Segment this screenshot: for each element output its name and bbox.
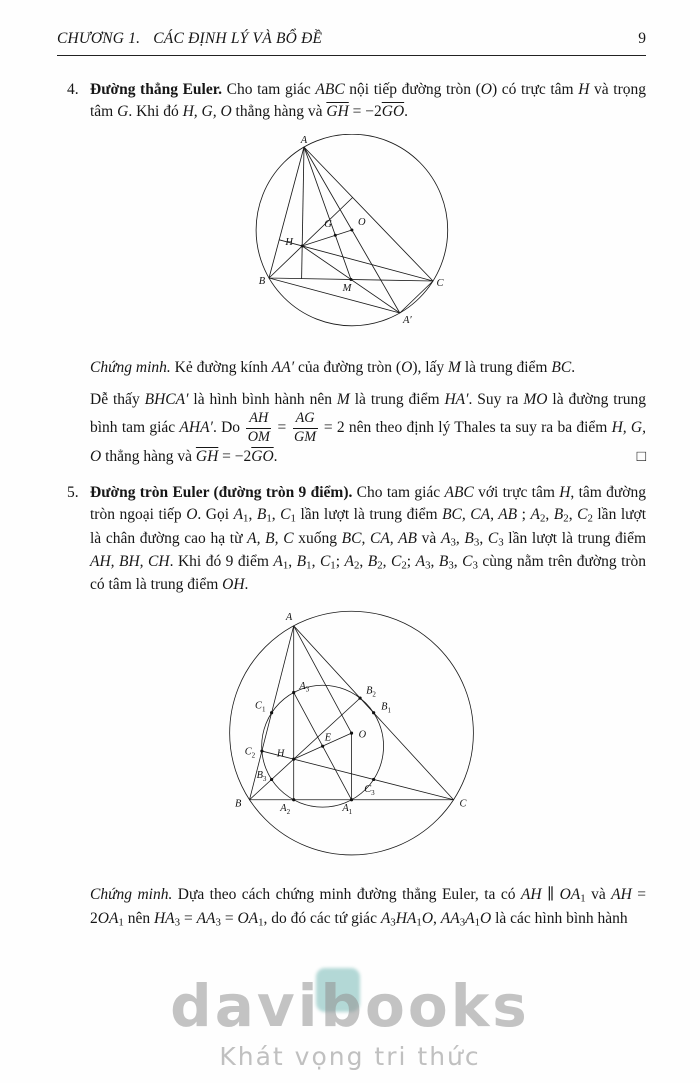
point-o bbox=[350, 228, 353, 231]
label-b3: $B_3$ bbox=[256, 770, 266, 783]
page-number: 9 bbox=[638, 30, 646, 47]
item-number: 4. bbox=[67, 81, 79, 98]
watermark-brand: davibooks bbox=[170, 972, 530, 1040]
label-a1: $A_1$ bbox=[341, 802, 352, 816]
segment-c-aprime bbox=[399, 281, 432, 313]
label-a3: $A_3$ bbox=[298, 680, 309, 694]
point-o bbox=[349, 731, 352, 734]
label-a2: $A_2$ bbox=[279, 802, 290, 816]
nine-point-circle-figure bbox=[225, 607, 479, 859]
point-a3 bbox=[292, 691, 295, 694]
point-g bbox=[333, 234, 336, 237]
theorem-5-statement bbox=[57, 482, 646, 597]
label-b2: $B_2$ bbox=[365, 685, 376, 699]
label-a: A bbox=[285, 612, 292, 624]
item-number: 5. bbox=[67, 483, 79, 501]
point-b3 bbox=[270, 778, 273, 781]
label-o: O bbox=[358, 729, 366, 741]
theorem-5-proof-p1: Chứng minh. Dựa theo cách chứng minh đường thẳng Euler, ta có AH ∥ OA1 và AH = 2OA1 nên HA3 = AA3 = OA1, do đó các tứ giác A3HA1O, AA3A1O là các hình bình hành bbox=[90, 886, 646, 929]
label-o: O bbox=[357, 216, 366, 228]
nine-point-figure-wrap bbox=[57, 607, 646, 866]
chapter-number: CHƯƠNG 1. bbox=[57, 30, 141, 47]
point-b1 bbox=[372, 711, 375, 714]
label-c: C bbox=[435, 277, 444, 289]
theorem-4-text: Đường thẳng Euler. Cho tam giác ABC nội tiếp đường tròn (O) có trực tâm H và trọng tâm G. Khi đó H, G, O thẳng hàng và $\overline{GH} = -2\overline{GO}$. bbox=[90, 81, 646, 121]
label-m: M bbox=[342, 282, 351, 294]
theorem-4-proof-p2: Dễ thấy BHCA′ là hình bình hành nên M là trung điểm HA′. Suy ra MO là đường trung bình tam giác AHA′. Do $\frac{AH}{OM}$ = $\frac{AG}{GM}$ = 2 nên theo định lý Thales ta suy ra ba điểm H, G, O thẳng hàng và $\overline{GH} = -2\overline{GO}$. □ bbox=[57, 389, 646, 469]
label-g: G bbox=[323, 218, 332, 230]
label-h: H bbox=[276, 748, 284, 760]
triangle-abc bbox=[269, 147, 433, 281]
watermark-slogan: Khát vọng tri thức bbox=[219, 1042, 481, 1071]
segment-b-aprime bbox=[269, 278, 400, 313]
euler-line-h-o bbox=[302, 230, 352, 246]
median-a-m bbox=[304, 147, 351, 280]
theorem-4-statement bbox=[57, 79, 646, 124]
altitude-from-a bbox=[301, 147, 303, 279]
point-c2 bbox=[260, 749, 263, 752]
label-b1: $B_1$ bbox=[380, 701, 391, 715]
point-c1 bbox=[270, 711, 273, 714]
point-a2 bbox=[292, 798, 295, 801]
point-h bbox=[292, 757, 295, 760]
theorem-5-text: Đường tròn Euler (đường tròn 9 điểm). Cho tam giác ABC với trực tâm H, tâm đường tròn ngoại tiếp O. Gọi A1, B1, C1 lần lượt là trung điểm BC, CA, AB ; A2, B2, C2 lần lượt là chân đường cao hạ từ A, B, C xuống BC, CA, AB và A3, B3, C3 lần lượt là trung điểm AH, BH, CH. Khi đó 9 điểm A1, B1, C1; A2, B2, C2; A3, B3, C3 cùng nằm trên đường tròn có tâm là trung điểm OH. bbox=[90, 483, 647, 594]
altitude-from-b bbox=[269, 197, 353, 278]
label-e: E bbox=[324, 732, 331, 744]
chapter-title: CÁC ĐỊNH LÝ VÀ BỔ ĐỀ bbox=[153, 30, 323, 47]
label-c1: $C_1$ bbox=[254, 700, 265, 714]
label-a: A bbox=[300, 134, 307, 146]
figure-points bbox=[300, 228, 353, 281]
euler-line-figure-wrap bbox=[57, 134, 646, 339]
label-c2: $C_2$ bbox=[244, 746, 255, 760]
page-content bbox=[57, 79, 646, 931]
publisher-logo-square bbox=[316, 968, 360, 1012]
label-b: B bbox=[258, 275, 265, 287]
label-a-prime: A′ bbox=[402, 314, 412, 326]
altitude-from-c bbox=[261, 751, 453, 800]
theorem-4-euler-line bbox=[57, 79, 646, 469]
point-b2 bbox=[358, 696, 361, 699]
theorem-4-proof-p1: Chứng minh. Kẻ đường kính AA′ của đường tròn (O), lấy M là trung điểm BC. bbox=[90, 359, 576, 377]
figure-points bbox=[260, 691, 375, 801]
point-e bbox=[321, 745, 324, 748]
theorem-5-nine-point-circle bbox=[57, 482, 646, 932]
point-c3 bbox=[372, 778, 375, 781]
running-header bbox=[57, 30, 646, 56]
point-h bbox=[300, 244, 303, 247]
label-b: B bbox=[234, 798, 241, 810]
label-c: C bbox=[459, 798, 466, 810]
label-c3: $C_3$ bbox=[363, 784, 375, 798]
euler-line-figure bbox=[241, 134, 463, 332]
qed-box: □ bbox=[636, 448, 646, 466]
label-h: H bbox=[284, 236, 293, 248]
point-m bbox=[349, 278, 352, 281]
chapter-heading bbox=[57, 30, 322, 48]
point-a1 bbox=[349, 798, 352, 801]
